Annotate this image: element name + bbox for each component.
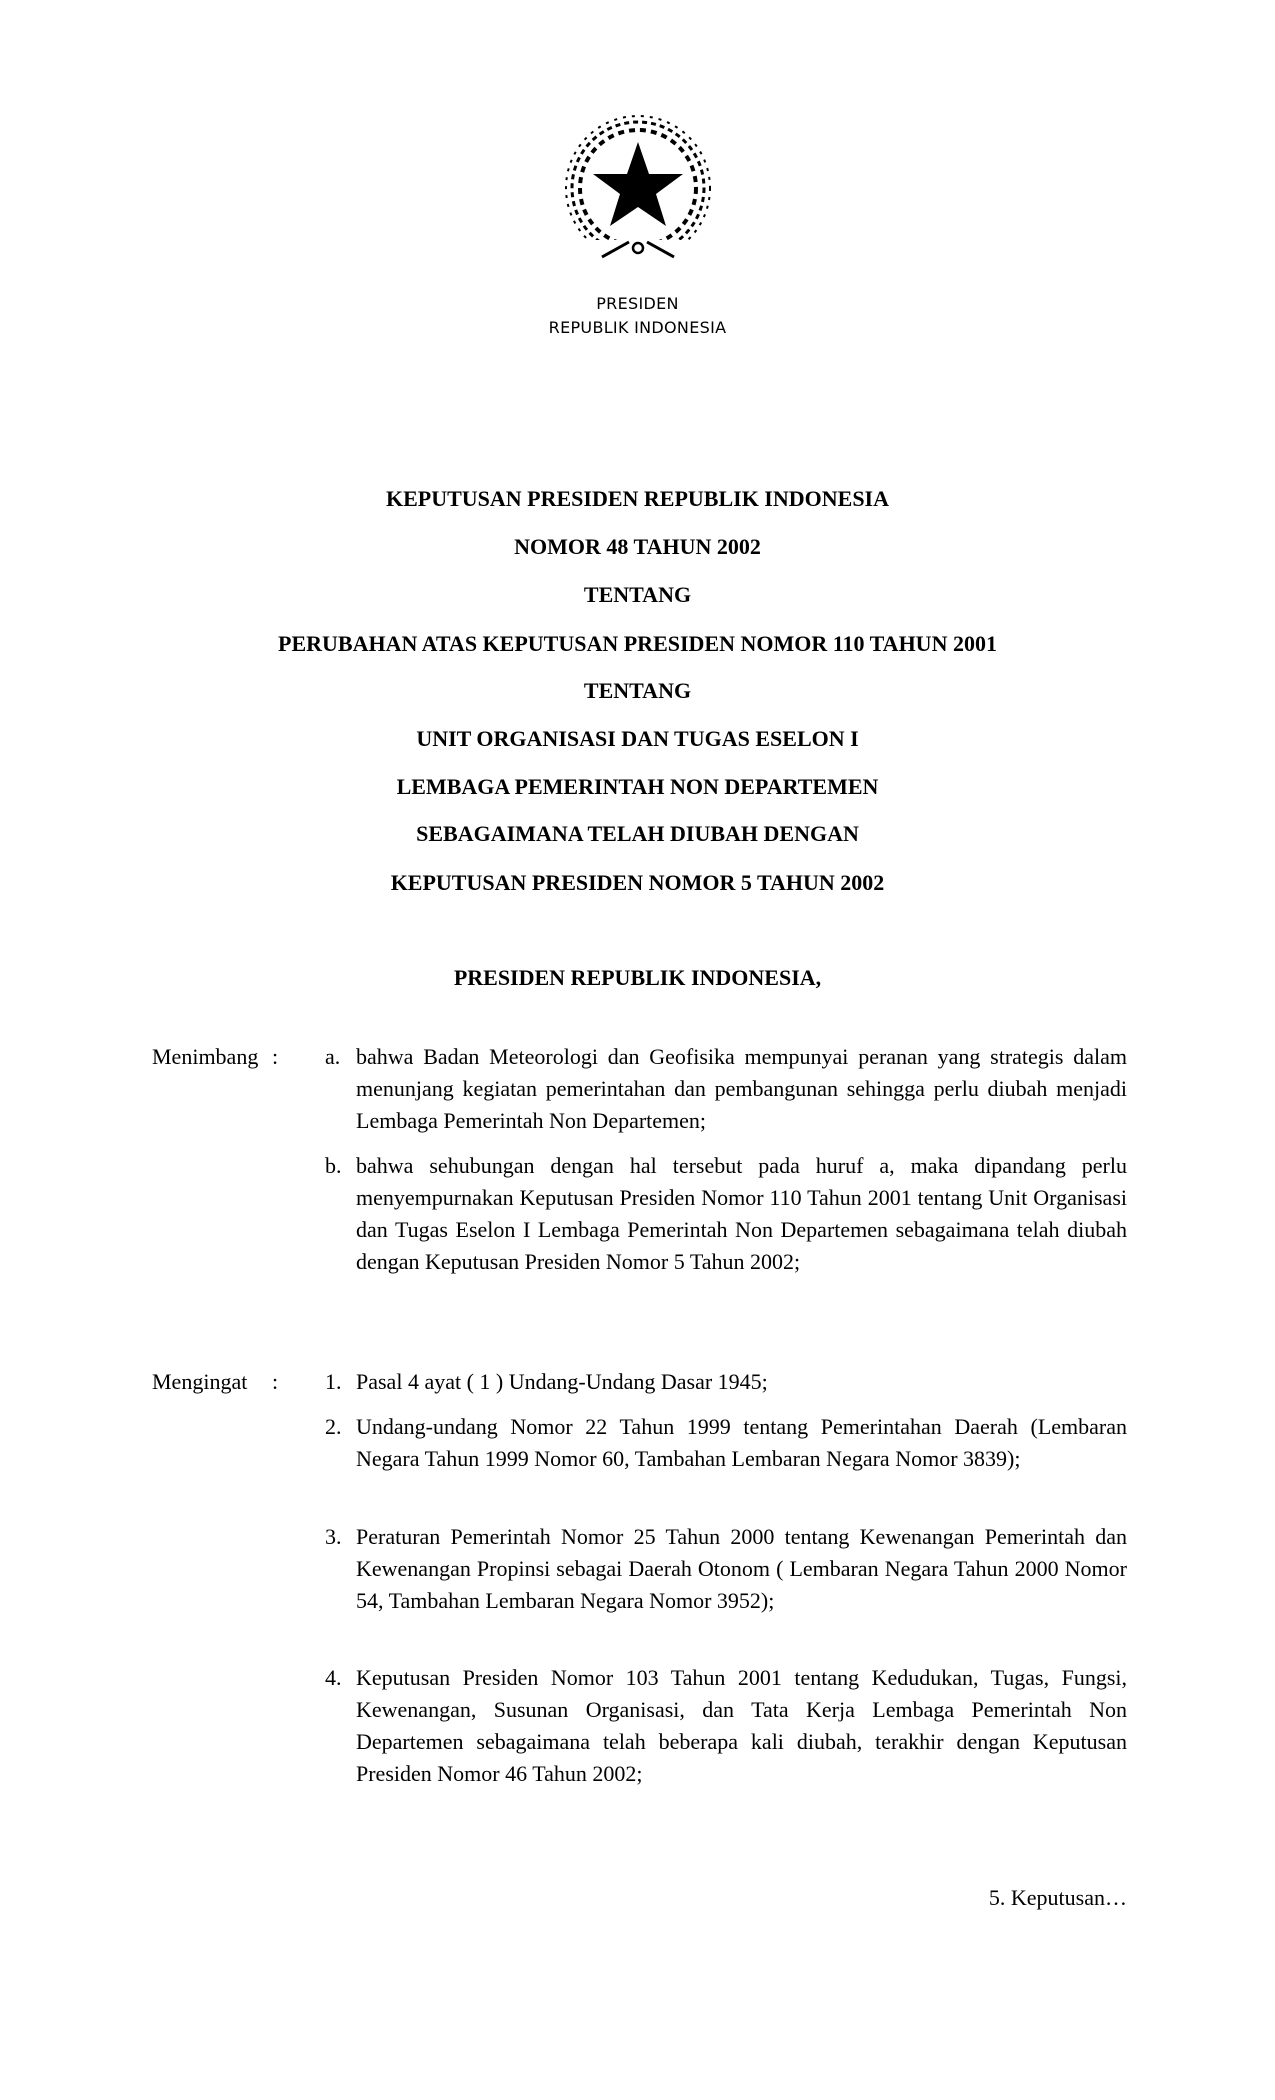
title-line: NOMOR 48 TAHUN 2002 <box>514 534 761 559</box>
letterhead-line-2: REPUBLIK INDONESIA <box>548 318 727 337</box>
title-line: LEMBAGA PEMERINTAH NON DEPARTEMEN <box>396 774 879 799</box>
colon: : <box>272 1369 279 1394</box>
mengingat-item-3 <box>325 1521 1127 1617</box>
mengingat-label: Mengingat <box>152 1369 248 1394</box>
title-line: PERUBAHAN ATAS KEPUTUSAN PRESIDEN NOMOR 110 TAHUN 2001 <box>278 631 997 656</box>
preamble: PRESIDEN REPUBLIK INDONESIA, <box>453 965 822 990</box>
title-line: TENTANG <box>583 678 692 703</box>
mengingat-item-2 <box>325 1411 1127 1475</box>
presidential-seal-icon <box>557 112 719 270</box>
item-text: bahwa sehubungan dengan hal tersebut pada huruf a, maka dipandang perlu menyempurnakan Keputusan Presiden Nomor 110 Tahun 2001 tentang Unit Organisasi dan Tugas Eselon I Lembaga Pemerintah Non Departemen sebagaimana telah diubah dengan Keputusan Presiden Nomor 5 Tahun 2002; <box>356 1153 1127 1274</box>
title-line: UNIT ORGANISASI DAN TUGAS ESELON I <box>416 726 859 751</box>
item-text: Pasal 4 ayat ( 1 ) Undang-Undang Dasar 1945; <box>356 1369 768 1394</box>
menimbang-item-a <box>325 1041 1127 1137</box>
continuation-marker: 5. Keputusan… <box>988 1885 1127 1910</box>
colon: : <box>272 1044 279 1069</box>
mengingat-item-4 <box>325 1662 1127 1790</box>
title-line: KEPUTUSAN PRESIDEN NOMOR 5 TAHUN 2002 <box>390 870 885 895</box>
item-text: Keputusan Presiden Nomor 103 Tahun 2001 tentang Kedudukan, Tugas, Fungsi, Kewenangan, Susunan Organisasi, dan Tata Kerja Lembaga Pemerintah Non Departemen sebagaimana telah beberapa kali diubah, terakhir dengan Keputusan Presiden Nomor 46 Tahun 2002; <box>356 1665 1127 1786</box>
item-number: 3. <box>325 1524 342 1549</box>
title-line: TENTANG <box>583 582 692 607</box>
menimbang-item-b <box>325 1150 1127 1278</box>
item-number: 2. <box>325 1414 342 1439</box>
item-number: a. <box>325 1044 341 1069</box>
item-text: Peraturan Pemerintah Nomor 25 Tahun 2000 tentang Kewenangan Pemerintah dan Kewenangan Propinsi sebagai Daerah Otonom ( Lembaran Negara Tahun 2000 Nomor 54, Tambahan Lembaran Negara Nomor 3952); <box>356 1524 1127 1613</box>
mengingat-item-1 <box>325 1366 1127 1398</box>
item-text: bahwa Badan Meteorologi dan Geofisika mempunyai peranan yang strategis dalam menunjang kegiatan pemerintahan dan pembangunan sehingga perlu diubah menjadi Lembaga Pemerintah Non Departemen; <box>356 1044 1127 1133</box>
title-line: SEBAGAIMANA TELAH DIUBAH DENGAN <box>416 821 859 846</box>
item-text: Undang-undang Nomor 22 Tahun 1999 tentang Pemerintahan Daerah (Lembaran Negara Tahun 1999 Nomor 60, Tambahan Lembaran Negara Nomor 3839); <box>356 1414 1127 1471</box>
letterhead-line-1: PRESIDEN <box>596 294 679 313</box>
item-number: 1. <box>325 1369 342 1394</box>
item-number: b. <box>325 1153 342 1178</box>
title-line: KEPUTUSAN PRESIDEN REPUBLIK INDONESIA <box>385 486 890 511</box>
item-number: 4. <box>325 1665 342 1690</box>
menimbang-label: Menimbang <box>152 1044 259 1069</box>
